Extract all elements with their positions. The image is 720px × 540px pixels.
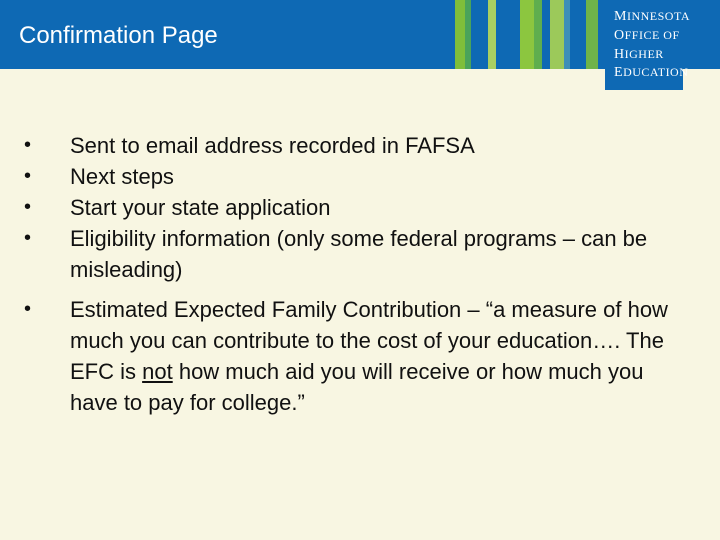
logo-line-2: OFFICE OF <box>614 28 680 43</box>
bullet-text: Eligibility information (only some federal programs – can be misleading) <box>70 226 648 282</box>
bullet-text: Next steps <box>70 164 174 189</box>
list-item <box>24 161 684 192</box>
minnesota-office-of-higher-education-logo <box>605 0 690 90</box>
bullet-text: Start your state application <box>70 195 331 220</box>
logo-line-4: EDUCATION <box>614 65 689 80</box>
efc-text-after: how much aid you will receive or how much you have to pay for college.” <box>70 359 644 415</box>
logo-line-3: HIGHER <box>614 47 664 62</box>
bullet-marker: • <box>24 227 32 249</box>
efc-emphasis-not: not <box>142 359 173 384</box>
page-title: Confirmation Page <box>19 22 218 49</box>
bullet-marker: • <box>24 134 32 156</box>
list-item <box>24 223 684 285</box>
efc-text-before: Estimated Expected Family Contribution – “a measure of how much you can contribute to the cost of your education…. The EFC is <box>70 297 668 384</box>
list-item-efc <box>24 294 684 418</box>
confirmation-bullet-list <box>24 130 684 418</box>
list-item <box>24 192 684 223</box>
list-item <box>24 130 684 161</box>
logo-line-1: MINNESOTA <box>614 9 690 24</box>
bullet-text: Sent to email address recorded in FAFSA <box>70 133 475 158</box>
decorative-stripes <box>440 0 610 69</box>
bullet-marker: • <box>24 298 32 320</box>
bullet-marker: • <box>24 165 32 187</box>
bullet-marker: • <box>24 196 32 218</box>
